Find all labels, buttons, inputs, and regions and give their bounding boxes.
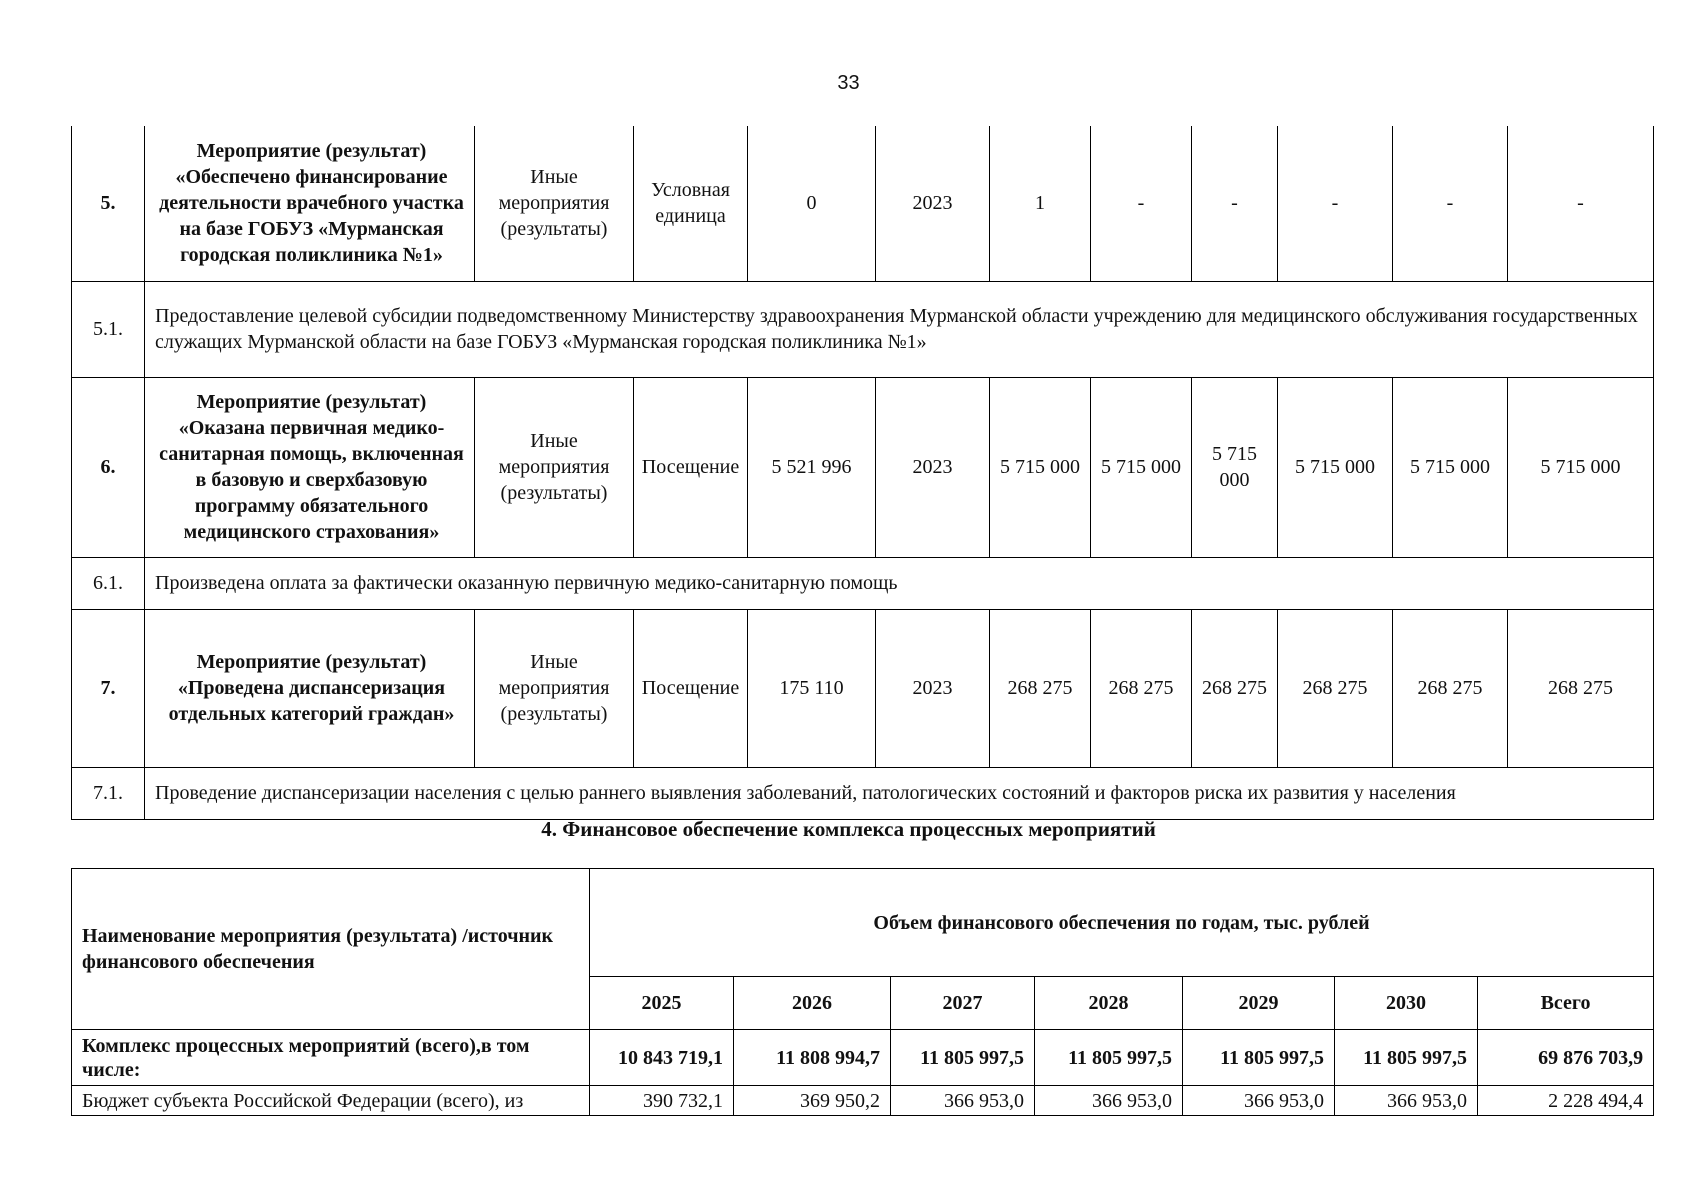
amount-cell: 366 953,0 [891, 1086, 1035, 1116]
volume-header: Объем финансового обеспечения по годам, тыс. рублей [590, 869, 1654, 977]
event-type: Иные мероприятия (результаты) [475, 126, 634, 281]
year-header: 2028 [1035, 977, 1183, 1030]
year-header: 2026 [734, 977, 891, 1030]
base-value: 175 110 [748, 609, 876, 767]
event-row [72, 126, 1654, 281]
section-title: 4. Финансовое обеспечение комплекса процессных мероприятий [541, 817, 1156, 841]
sub-event-text: Проведение диспансеризации населения с целью раннего выявления заболеваний, патологических состояний и факторов риска их развития у населения [145, 767, 1654, 819]
amount-total-cell: 69 876 703,9 [1478, 1030, 1654, 1086]
base-year: 2023 [876, 377, 990, 557]
amount-cell: 11 808 994,7 [734, 1030, 891, 1086]
value-2029: 5 715 000 [1393, 377, 1508, 557]
amount-cell: 11 805 997,5 [1335, 1030, 1478, 1086]
value-2026: 268 275 [1091, 609, 1192, 767]
events-table [71, 126, 1654, 820]
amount-total-cell: 2 228 494,4 [1478, 1086, 1654, 1116]
value-2026: 5 715 000 [1091, 377, 1192, 557]
value-2029: - [1393, 126, 1508, 281]
event-unit: Посещение [634, 377, 748, 557]
amount-cell: 366 953,0 [1335, 1086, 1478, 1116]
year-header: 2029 [1183, 977, 1335, 1030]
value-2027: 5 715 000 [1192, 377, 1278, 557]
table-row [72, 1030, 1654, 1086]
value-2025: 1 [990, 126, 1091, 281]
event-row [72, 377, 1654, 557]
sub-event-text: Произведена оплата за фактически оказанную первичную медико-санитарную помощь [145, 557, 1654, 609]
page-number: 33 [837, 72, 860, 94]
year-header: 2030 [1335, 977, 1478, 1030]
event-type: Иные мероприятия (результаты) [475, 377, 634, 557]
base-value: 0 [748, 126, 876, 281]
value-2025: 5 715 000 [990, 377, 1091, 557]
value-2025: 268 275 [990, 609, 1091, 767]
amount-cell: 369 950,2 [734, 1086, 891, 1116]
event-unit: Условная единица [634, 126, 748, 281]
amount-cell: 11 805 997,5 [1183, 1030, 1335, 1086]
event-row [72, 609, 1654, 767]
base-year: 2023 [876, 609, 990, 767]
sub-event-number: 5.1. [72, 281, 145, 377]
sub-event-number: 6.1. [72, 557, 145, 609]
total-header: Всего [1478, 977, 1654, 1030]
event-title: Мероприятие (результат) «Обеспечено финансирование деятельности врачебного участка на базе ГОБУЗ «Мурманская городская поликлиника №1» [145, 126, 475, 281]
row-label: Бюджет субъекта Российской Федерации (всего), из [72, 1086, 590, 1116]
amount-cell: 390 732,1 [590, 1086, 734, 1116]
value-2030: 268 275 [1508, 609, 1654, 767]
value-2028: - [1278, 126, 1393, 281]
year-header: 2025 [590, 977, 734, 1030]
value-2030: 5 715 000 [1508, 377, 1654, 557]
amount-cell: 366 953,0 [1183, 1086, 1335, 1116]
sub-event-row [72, 557, 1654, 609]
amount-cell: 10 843 719,1 [590, 1030, 734, 1086]
table-row [72, 1086, 1654, 1116]
amount-cell: 11 805 997,5 [891, 1030, 1035, 1086]
financing-header-row [72, 869, 1654, 977]
event-type: Иные мероприятия (результаты) [475, 609, 634, 767]
sub-event-number: 7.1. [72, 767, 145, 819]
base-value: 5 521 996 [748, 377, 876, 557]
row-label: Комплекс процессных мероприятий (всего),в том числе: [72, 1030, 590, 1086]
value-2030: - [1508, 126, 1654, 281]
event-title: Мероприятие (результат) «Оказана первичная медико-санитарная помощь, включенная в базовую и сверхбазовую программу обязательного медицинского страхования» [145, 377, 475, 557]
sub-event-text: Предоставление целевой субсидии подведомственному Министерству здравоохранения Мурманской области учреждению для медицинского обслуживания государственных служащих Мурманской области на базе ГОБУЗ «Мурманская городская поликлиника №1» [145, 281, 1654, 377]
event-number: 6. [72, 377, 145, 557]
event-number: 5. [72, 126, 145, 281]
sub-event-row [72, 767, 1654, 819]
value-2026: - [1091, 126, 1192, 281]
event-title: Мероприятие (результат) «Проведена диспансеризация отдельных категорий граждан» [145, 609, 475, 767]
value-2028: 5 715 000 [1278, 377, 1393, 557]
event-unit: Посещение [634, 609, 748, 767]
amount-cell: 366 953,0 [1035, 1086, 1183, 1116]
sub-event-row [72, 281, 1654, 377]
event-number: 7. [72, 609, 145, 767]
value-2028: 268 275 [1278, 609, 1393, 767]
year-header: 2027 [891, 977, 1035, 1030]
base-year: 2023 [876, 126, 990, 281]
financing-table [71, 868, 1654, 1116]
value-2027: 268 275 [1192, 609, 1278, 767]
value-2027: - [1192, 126, 1278, 281]
value-2029: 268 275 [1393, 609, 1508, 767]
amount-cell: 11 805 997,5 [1035, 1030, 1183, 1086]
name-header: Наименование мероприятия (результата) /источник финансового обеспечения [72, 869, 590, 1030]
